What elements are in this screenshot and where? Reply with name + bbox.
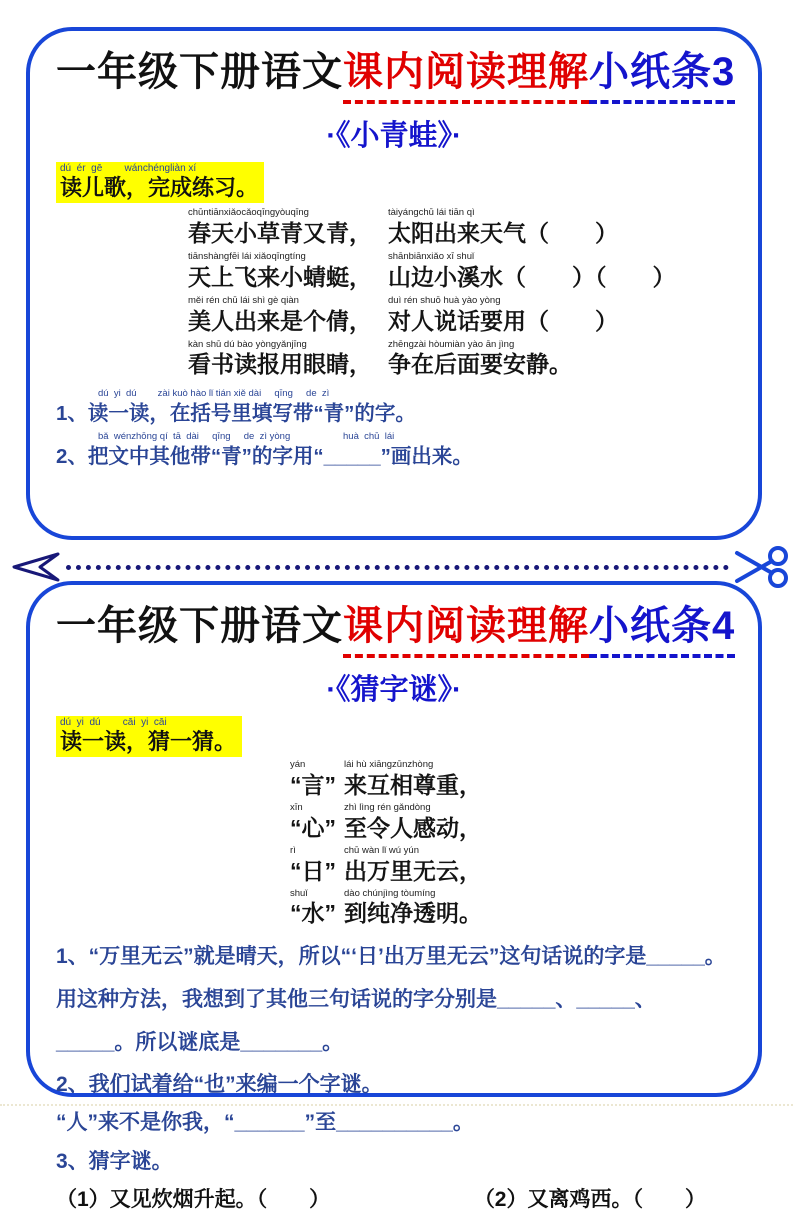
bottom-faint-cut-line: [0, 1104, 793, 1106]
question-list-2: [56, 935, 732, 1216]
riddle-text: “水”: [290, 900, 336, 927]
riddle-text: 至令人感动，: [344, 814, 482, 841]
poem-text: 争在后面要安静。: [388, 351, 572, 378]
poem-pinyin: kàn shū dú bào yòngyǎnjīng: [188, 338, 307, 350]
poem-block: [188, 207, 732, 380]
riddle-text: 来互相尊重，: [344, 772, 482, 799]
instruction-highlight-2: [56, 716, 242, 757]
dotted-cut-line: [66, 565, 729, 570]
poem-line-2: [188, 251, 732, 293]
riddle-question-2-blank-line: “人”来不是你我，“______”至__________。: [56, 1111, 474, 1135]
poem-pinyin: duì rén shuō huà yào yòng: [388, 294, 501, 306]
riddle-line-4: [290, 888, 498, 930]
poem-pinyin: tàiyángchū lái tiān qì: [388, 207, 475, 219]
riddle-line-2: [290, 802, 498, 844]
question-pinyin: bǎ wénzhōng qí tā dài qīng de zì yòng huà chū lái: [98, 431, 395, 443]
lesson-subtitle-2: ·《猜字谜》·: [326, 674, 462, 706]
riddle-pinyin: chū wàn lǐ wú yún: [344, 844, 419, 856]
lesson-subtitle-1: ·《小青蛙》·: [326, 120, 462, 152]
riddle-pinyin: yán: [290, 759, 306, 771]
question-2: [56, 431, 732, 470]
title-number-label: 小纸条3: [589, 49, 735, 104]
poem-pinyin: chūntiānxiǎocǎoqīngyòuqīng: [188, 207, 309, 219]
poem-text: 太阳出来天气（ ）: [388, 220, 618, 247]
riddle-question-2: 2、我们试着给“也”来编一个字谜。: [56, 1072, 383, 1096]
title-topic-label: 课内阅读理解: [343, 49, 589, 104]
riddle-question-3: 3、猜字谜。: [56, 1150, 173, 1173]
poem-text: 美人出来是个倩，: [188, 307, 372, 334]
instruction-highlight-1: [56, 162, 264, 203]
riddle-text: “日”: [290, 857, 336, 884]
worksheet-title-2: [56, 603, 736, 658]
poem-line-1: [188, 207, 732, 249]
question-text: 2、把文中其他带“青”的字用“_____”画出来。: [56, 444, 473, 468]
worksheet-card-2: [26, 581, 762, 1211]
question-list-1: [56, 388, 732, 470]
riddle-item-2: （2）又离鸡西。（ ）: [473, 1187, 706, 1211]
poem-line-4: [188, 339, 732, 381]
scissors-icon: [731, 545, 791, 589]
riddle-pinyin: lái hù xiāngzūnzhòng: [344, 759, 434, 771]
riddle-text: “言”: [290, 772, 336, 799]
question-pinyin: dú yi dú zài kuò hào lǐ tián xiě dài qīng de zì: [98, 388, 330, 400]
riddle-question-1: 1、“万里无云”就是晴天，所以“‘日’出万里无云”这句话说的字是_____。用这种方法，我想到了其他三句话说的字分别是_____、_____、_____。所以谜底是_______。: [56, 945, 726, 1055]
riddle-line-1: [290, 759, 498, 801]
poem-pinyin: tiānshàngfēi lái xiǎoqīngtíng: [188, 251, 306, 263]
poem-text: 天上飞来小蜻蜓，: [188, 263, 372, 290]
riddle-block: [290, 759, 498, 929]
poem-pinyin: shānbiānxiǎo xī shuǐ: [388, 251, 475, 263]
riddle-pinyin: zhì lìng rén gǎndòng: [344, 802, 431, 814]
title-topic-label: 课内阅读理解: [343, 603, 589, 658]
poem-pinyin: měi rén chū lái shì gè qiàn: [188, 294, 299, 306]
left-arrow-icon: [6, 550, 64, 584]
riddle-item-1: （1）又见炊烟升起。（ ）: [56, 1187, 331, 1211]
question-text: 1、读一读，在括号里填写带“青”的字。: [56, 401, 416, 425]
riddle-question-3-items: [56, 1183, 732, 1216]
poem-text: 对人说话要用（ ）: [388, 307, 618, 334]
poem-text: 看书读报用眼睛，: [188, 351, 372, 378]
instruction-pinyin-2: dú yi dú cāi yi cāi: [60, 717, 167, 728]
worksheet-title-1: [56, 49, 736, 104]
poem-text: 春天小草青又青，: [188, 220, 372, 247]
instruction-pinyin-1: dú ér gē wánchéngliàn xí: [60, 163, 197, 174]
riddle-text: 到纯净透明。: [344, 900, 482, 927]
title-grade-label: 一年级下册语文: [56, 50, 343, 94]
title-number-label: 小纸条4: [589, 603, 735, 658]
question-1: [56, 388, 732, 427]
riddle-line-3: [290, 845, 498, 887]
instruction-text-1: 读儿歌，完成练习。: [60, 175, 259, 200]
riddle-pinyin: rì: [290, 844, 296, 856]
poem-line-3: [188, 295, 732, 337]
worksheet-card-1: [26, 27, 762, 540]
poem-pinyin: zhēngzài hòumiàn yào ān jìng: [388, 338, 515, 350]
poem-text: 山边小溪水（ ）（ ）: [388, 263, 676, 290]
riddle-pinyin: xīn: [290, 802, 303, 814]
riddle-pinyin: dào chúnjìng tòumíng: [344, 887, 436, 899]
title-grade-label: 一年级下册语文: [56, 604, 343, 648]
instruction-text-2: 读一读，猜一猜。: [60, 729, 237, 754]
riddle-text: 出万里无云，: [344, 857, 482, 884]
riddle-text: “心”: [290, 814, 336, 841]
riddle-pinyin: shuǐ: [290, 887, 308, 899]
